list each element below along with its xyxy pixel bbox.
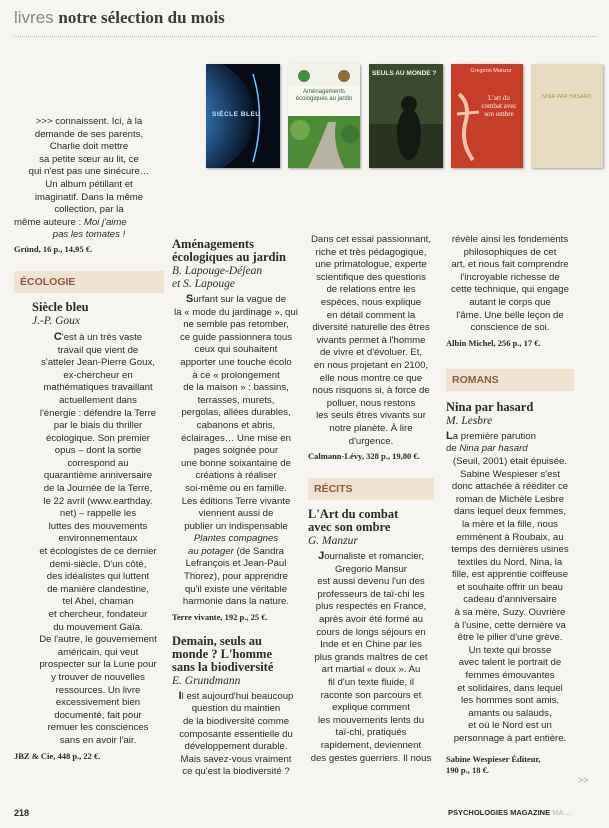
text-line: à sa mère, Suzy. Ouvrière [454, 607, 566, 619]
book-price-siecle-bleu: JBZ & Cie, 448 p., 22 €. [14, 750, 101, 761]
text-line: de manière clandestine, [47, 583, 149, 595]
book-text-amenagements-end [172, 558, 300, 608]
text-line: net) – rappelle les [59, 508, 137, 520]
column-2 [172, 238, 300, 779]
text-line: être le pilier d'une grève. [457, 632, 563, 644]
text-line: De l'autre, le gouvernement [39, 634, 157, 646]
text-line: et chercheur, fondateur [48, 609, 148, 620]
text-line: polluer, nous restons [326, 397, 416, 409]
book-author-grundmann: E. Grundmann [172, 674, 241, 687]
text-line: le 22 avril (www.earthday. [43, 495, 153, 507]
text-line: Un album pétillant et [45, 178, 133, 190]
header-title: notre sélection du mois [58, 8, 225, 27]
text-line: Inde et en Chine par les [320, 639, 422, 651]
text-line: plus grands maîtres de cet [314, 651, 428, 663]
book-price-nina: Sabine Wespieser Éditeur, 190 p., 18 €. [446, 753, 541, 775]
text-line: mathématiques travaillant [43, 382, 153, 394]
text-line: Gregorio Mansur [335, 563, 407, 575]
text-line: la « mode du jardinage », qui [174, 306, 298, 318]
book-text-art-combat-cont [446, 234, 574, 335]
text-line: ne semble pas retomber, [183, 319, 289, 331]
text-line: avec talent le portrait de [458, 657, 562, 669]
column-4 [446, 234, 574, 776]
magazine-name: PSYCHOLOGIES MAGAZINE MA… [448, 808, 572, 817]
dropcap: J [318, 550, 325, 563]
cover-title-art-combat: L'art du combat avec son ombre [481, 94, 517, 118]
text-line: autant le corps que [469, 296, 551, 308]
text-line: terrasses, murets, [197, 394, 275, 406]
text-line: qu'il existe une véritable [184, 583, 288, 595]
text-line: et solidaires, dans lequel [457, 682, 563, 694]
text-line: ex-chercheur en [63, 369, 133, 381]
cover-title-nina: NINA PAR HASARD [542, 94, 592, 100]
text-line: >>> connaissent. Ici, à la [35, 116, 143, 127]
text-line: qui n'est pas une sinécure… [28, 166, 150, 178]
text-line: C'est à un très vaste [53, 330, 143, 343]
text-line: riche et très pédagogique, [315, 246, 427, 258]
text-line: donc attachée à rééditer ce [451, 481, 569, 493]
text-line: la mère et la fille, nous [462, 518, 558, 530]
text-line: Un texte qui brosse [468, 644, 552, 656]
text-line: des idéalistes qui luttent [46, 571, 150, 583]
text-line: Les éditions Terre vivante [181, 495, 291, 507]
intro-italic: Moi j'aime [83, 216, 127, 228]
text-line: cadeau d'anniversaire [463, 594, 557, 606]
text-line: dans lequel deux femmes, [454, 506, 566, 518]
text-line: l'âme. Une belle leçon de [456, 309, 564, 321]
text-line: sans en avoir l'air. [59, 734, 137, 746]
text-line: Mais savez-vous vraiment [180, 753, 292, 765]
text-line: Dans cet essai passionnant, [311, 234, 431, 245]
text-line: écologique. Son premier [46, 432, 150, 444]
text-line: développement durable. [184, 741, 288, 753]
text-line: Thorez), pour apprendre [184, 571, 288, 583]
text-line: femmes émouvantes [465, 670, 555, 682]
book-text-siecle-bleu [32, 331, 164, 748]
text-line: demi-siècle. D'un côté, [49, 558, 147, 570]
text-line: s'atteler Jean-Pierre Goux, [41, 357, 155, 369]
text-line: des gestes guerriers. Il nous [310, 752, 432, 764]
book-price-art-combat: Albin Michel, 256 p., 17 €. [446, 337, 541, 348]
text-line: éclairages… Une mise en [181, 432, 291, 444]
garden-image [288, 64, 360, 168]
text-line: viennent aussi de [198, 508, 274, 520]
text-line: après avoir été formé au [319, 614, 423, 626]
text-line: révèle ainsi les fondements [451, 234, 569, 245]
text-line: fil d'un texte fluide, il [327, 677, 415, 689]
text-line: taï-chi, pratiqués [335, 727, 407, 739]
page-number: 218 [14, 808, 30, 818]
text-line: en nous projetant en 2100, [313, 359, 429, 371]
text-line: opus – dont la sortie [54, 445, 142, 457]
cover-nina-par-hasard [531, 64, 603, 168]
text-line: américain, qui veut [57, 646, 139, 658]
dropcap: C [53, 330, 62, 343]
cover-title-siecle-bleu: SIÈCLE BLEU [212, 111, 261, 118]
text-line: Lefrançois et Jean-Paul [185, 558, 287, 570]
text-line: Charlie doit mettre [49, 141, 129, 153]
book-title-amenagements: Aménagements écologiques au jardin [172, 237, 286, 264]
book-author-manzur: G. Manzur [308, 535, 358, 548]
intro-price: Gründ, 16 p., 14,95 €. [14, 243, 93, 254]
cover-art-du-combat [451, 64, 523, 168]
text-line: question du maintien [191, 703, 281, 715]
text-line: professeurs de taï-chi les [317, 588, 425, 600]
dropcap: S [185, 293, 194, 305]
book-price-amenagements: Terre vivante, 192 p., 25 €. [172, 611, 268, 622]
book-italic-potager: au potager [187, 545, 234, 557]
book-text-line: (de Sandra [233, 545, 284, 557]
text-line: personnage à part entière. [453, 733, 567, 744]
text-line: publier un indispensable [184, 520, 288, 532]
cover-title-seuls: SEULS AU MONDE ? [372, 70, 437, 77]
dropcap: I [178, 689, 182, 702]
text-line: et où le Nord est un [468, 720, 552, 732]
book-italic-plantes: Plantes compagnes [193, 533, 279, 545]
section-recits: RÉCITS [308, 478, 434, 500]
text-line: sa petite sœur au lit, ce [39, 153, 139, 165]
book-title-demain: Demain, seuls au monde ? L'homme sans la biodiversité [172, 633, 274, 674]
book-italic-nina: Nina par hasard [459, 443, 528, 455]
text-line: art, et nous fait comprendre [451, 259, 569, 271]
section-ecologie: ÉCOLOGIE [14, 271, 164, 293]
book-text-demain [172, 690, 300, 779]
book-title-nina: Nina par hasard [446, 399, 534, 414]
text-line: de la biodiversité comme [182, 716, 290, 728]
text-line: diversité naturelle des êtres [312, 322, 430, 334]
book-text-nina [446, 456, 574, 746]
text-line: d'urgence. [348, 435, 394, 447]
cover-title-amenagements: Aménagements écologiques au jardin [295, 89, 353, 102]
text-line: scientifique des questions [316, 271, 426, 283]
text-line: et souhaite offrir un beau [457, 581, 563, 593]
text-line: ce qu'est la biodiversité ? [182, 766, 290, 778]
text-line: actuellement dans [59, 394, 137, 406]
text-line: conscience de soi. [470, 322, 550, 334]
header-rule [14, 36, 597, 37]
text-line: excessivement bien [55, 697, 141, 709]
text-line: y trouver de nouvelles [51, 671, 145, 683]
book-title-art-combat: L'Art du combat avec son ombre [308, 507, 399, 535]
text-line: quarantième anniversaire [43, 470, 153, 482]
text-line: pages soignée pour [193, 445, 279, 457]
text-line: art martial « doux ». Au [321, 664, 421, 676]
text-line: emmènent à Roubaix, au [456, 531, 564, 543]
text-line: notre planète. À lire [329, 422, 413, 434]
text-line: rapidement, deviennent [320, 740, 422, 751]
text-line: harmonie dans la nature. [182, 596, 290, 608]
text-line: luttes des mouvements [48, 520, 148, 532]
page-header [14, 8, 225, 28]
text-line: et écologistes de ce dernier [39, 546, 157, 558]
section-romans: ROMANS [446, 369, 574, 391]
text-line: ressources. Un livre [55, 684, 141, 696]
text-line: (Seuil, 2001) était épuisée. [452, 455, 568, 467]
text-line: ce guide passionnera tous [179, 331, 292, 343]
text-line: remuer les consciences [47, 722, 149, 734]
text-line: travail que vient de [57, 344, 139, 356]
text-line: plus respectés en France, [315, 601, 427, 613]
text-line: cette technique, qui engage [451, 284, 569, 296]
text-line: Surfant sur la vague de [185, 293, 287, 305]
text-line: demande de ses parents, [34, 128, 144, 140]
book-text-line: a première parution [452, 430, 536, 442]
text-line: de la Journée de la Terre, [43, 483, 153, 495]
text-line: collection, par la [54, 204, 124, 216]
text-line: l'énergie : défendre la Terre [39, 407, 157, 419]
text-line: par le biais du thriller [53, 420, 143, 432]
column-1 [14, 116, 164, 762]
text-line: cours de longs séjours en [316, 626, 426, 638]
text-line: tel Abel, chaman [62, 596, 134, 608]
cover-amenagements [288, 64, 360, 168]
column-3 [308, 234, 434, 765]
book-text-amenagements [172, 293, 300, 533]
text-line: amants ou salauds, [468, 707, 552, 719]
text-line: philosophiques de cet [463, 246, 557, 258]
text-line: imaginatif. Dans la même [34, 191, 144, 203]
text-line: vivants permet à l'homme [316, 334, 426, 346]
text-line: soi-même ou en famille. [185, 482, 287, 494]
book-text-art-combat [308, 550, 434, 765]
text-line: pergolas, allées durables, [181, 407, 291, 419]
text-line: nous risquons si, à force de [312, 385, 430, 397]
text-line: créations à réaliser [195, 470, 277, 482]
text-line: les hommes sont amis, [460, 695, 560, 707]
text-line: apporter une touche écolo [180, 356, 292, 368]
text-line: du mouvement Gaïa. [53, 621, 143, 633]
text-line: une primatologue, experte [315, 259, 427, 271]
book-author-goux: J.-P. Goux [32, 314, 81, 327]
text-line: composante essentielle du [179, 728, 293, 740]
text-line: ceux qui souhaitent [194, 344, 278, 356]
intro-line: même auteure : [14, 216, 84, 228]
intro-text [14, 116, 164, 217]
continue-arrows: >> [578, 775, 589, 785]
text-line: cabanons et abris, [196, 419, 276, 431]
text-line: est aussi devenu l'un des [317, 576, 425, 588]
text-line: Il est aujourd'hui beaucoup [178, 689, 294, 702]
text-line: à ce « prolongement [192, 369, 280, 381]
cover-siecle-bleu [206, 64, 280, 168]
text-line: espèces, nous explique [320, 296, 422, 308]
text-line: roman de Michèle Lesbre [455, 493, 565, 505]
book-text-line: de [446, 443, 460, 455]
text-line: prospecter sur la Lune pour [39, 659, 157, 671]
text-line: Journaliste et romancier, [318, 550, 424, 563]
text-line: les mouvements lents du [317, 714, 425, 726]
text-line: explique comment [332, 702, 410, 714]
text-line: correspond au [67, 457, 129, 469]
text-line: elle nous montre ce que [319, 372, 423, 384]
text-line: documenté, fait pour [54, 709, 142, 721]
text-line: temps des dernières usines [451, 544, 569, 556]
book-price-demain: Calmann-Lévy, 328 p., 19,80 €. [308, 451, 420, 462]
book-author-lapouge: B. Lapouge-Déjean et S. Lapouge [172, 265, 263, 290]
text-line: fille, est apprentie coiffeuse [451, 569, 569, 581]
cover-author-manzur: Gregorio Manzur [470, 68, 512, 74]
text-line: de la maison » : bassins, [183, 382, 289, 394]
cover-seuls-au-monde [369, 64, 443, 168]
intro-italic-2: pas les tomates ! [52, 229, 126, 241]
book-author-lesbre: M. Lesbre [446, 414, 493, 427]
text-line: en détail comment la [326, 309, 416, 321]
header-kicker: livres [14, 8, 54, 27]
text-line: de relations entre les [326, 284, 416, 296]
book-text-demain-cont [308, 234, 434, 448]
text-line: environnementaux [58, 533, 138, 545]
text-line: de vivre et d'évoluer. Et, [319, 347, 423, 359]
text-line: textiles du Nord. Nina, la [457, 556, 563, 568]
book-title-siecle-bleu: Siècle bleu [32, 299, 89, 314]
text-line: les seuls êtres vivants sur [316, 410, 426, 422]
text-line: à l'usine, cette dernière va [454, 619, 566, 631]
text-line: raconte son parcours et [320, 689, 422, 701]
text-line: Sabine Wespieser s'est [460, 468, 560, 480]
text-line: une bonne soixantaine de [181, 457, 291, 469]
text-line: l'incroyable richesse de [460, 271, 560, 283]
primate-image [369, 64, 443, 168]
dropcap-l: L [446, 429, 453, 442]
